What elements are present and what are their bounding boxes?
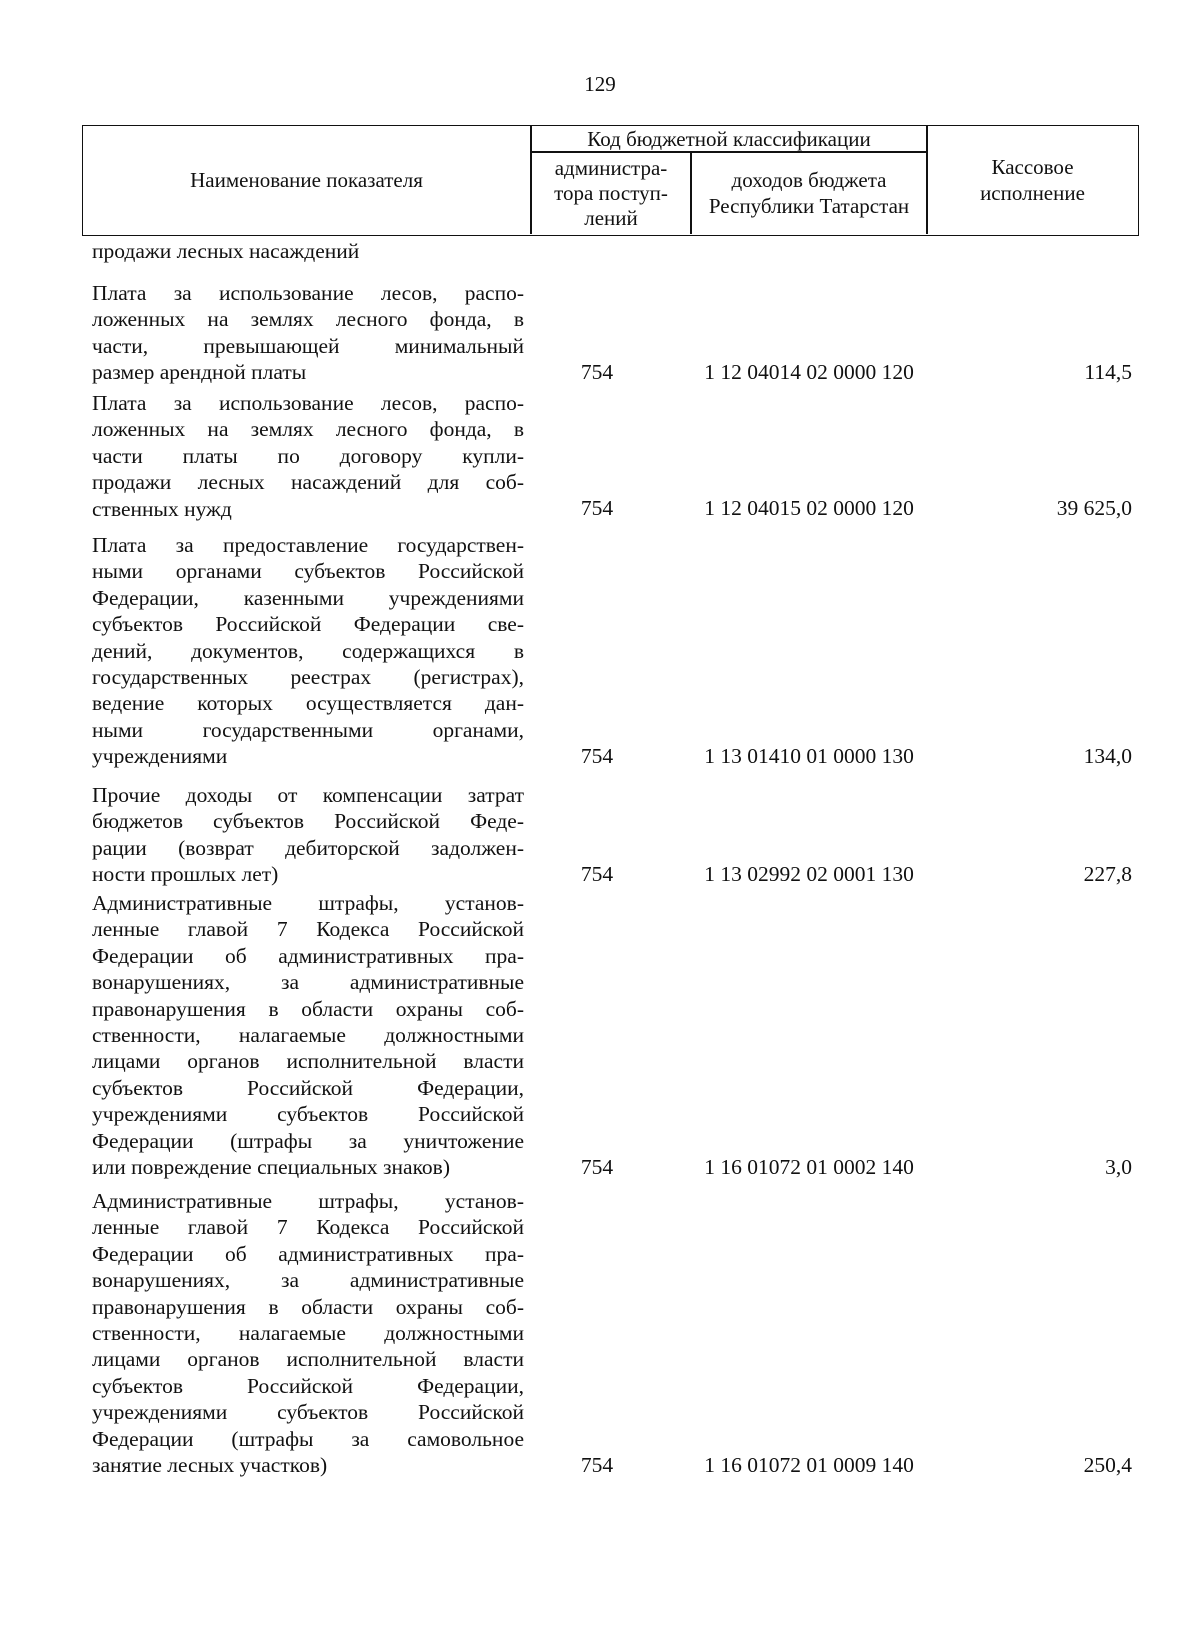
header-cash-line: Кассовое bbox=[991, 155, 1074, 179]
row-amount: 227,8 bbox=[1083, 862, 1132, 886]
row-income-code: 1 13 02992 02 0001 130 bbox=[704, 862, 914, 886]
desc-line: правонарушения в области охраны соб- bbox=[92, 996, 524, 1021]
desc-line: бюджетов субъектов Российской Феде- bbox=[92, 809, 524, 834]
header-income bbox=[692, 152, 926, 234]
row-income-code: 1 12 04015 02 0000 120 bbox=[704, 496, 914, 520]
desc-line: ственности, налагаемые должностными bbox=[92, 1321, 524, 1346]
header-cash-line: исполнение bbox=[980, 181, 1085, 205]
desc-line: вонарушениях, за административные bbox=[92, 1268, 524, 1293]
header-cash bbox=[928, 126, 1137, 234]
row-admin-code: 754 bbox=[580, 360, 614, 384]
desc-line: рации (возврат дебиторской задолжен- bbox=[92, 835, 524, 860]
row-description bbox=[92, 890, 524, 1180]
header-income-line: доходов бюджета bbox=[731, 168, 887, 192]
row-income-code: 1 16 01072 01 0009 140 bbox=[704, 1453, 914, 1477]
desc-line: субъектов Российской Федерации, bbox=[92, 1373, 524, 1398]
header-admin-line: лений bbox=[584, 205, 638, 230]
desc-line: ложенных на землях лесного фонда, в bbox=[92, 417, 524, 442]
desc-line: Федерации об административных пра- bbox=[92, 943, 524, 968]
header-admin-line: администра- bbox=[554, 155, 668, 180]
desc-line: лицами органов исполнительной власти bbox=[92, 1049, 524, 1074]
desc-line: ленные главой 7 Кодекса Российской bbox=[92, 917, 524, 942]
desc-line: продажи лесных насаждений для соб- bbox=[92, 470, 524, 495]
row-admin-code: 754 bbox=[580, 1155, 614, 1179]
desc-line: Федерации (штрафы за самовольное bbox=[92, 1426, 524, 1451]
row-income-code: 1 13 01410 01 0000 130 bbox=[704, 744, 914, 768]
desc-line: ности прошлых лет) bbox=[92, 862, 279, 887]
desc-line: ственных нужд bbox=[92, 496, 232, 521]
desc-line: Плата за предоставление государствен- bbox=[92, 533, 524, 557]
desc-line: части, превышающей минимальный bbox=[92, 333, 524, 358]
table-header bbox=[82, 125, 1139, 236]
desc-line: Административные штрафы, установ- bbox=[92, 1189, 524, 1213]
desc-line: правонарушения в области охраны соб- bbox=[92, 1294, 524, 1319]
page-number: 129 bbox=[584, 72, 616, 96]
row-admin-code: 754 bbox=[580, 744, 614, 768]
desc-line: размер арендной платы bbox=[92, 360, 307, 385]
row-amount: 39 625,0 bbox=[1056, 496, 1132, 520]
header-admin bbox=[532, 152, 690, 234]
desc-line: Плата за использование лесов, распо- bbox=[92, 281, 524, 305]
row-admin-code: 754 bbox=[580, 862, 614, 886]
desc-line: учреждениями bbox=[92, 744, 228, 769]
row-amount: 134,0 bbox=[1083, 744, 1132, 768]
row-description bbox=[92, 1188, 524, 1478]
continuation-text: продажи лесных насаждений bbox=[92, 239, 360, 263]
desc-line: ленные главой 7 Кодекса Российской bbox=[92, 1215, 524, 1240]
desc-line: ведение которых осуществляется дан- bbox=[92, 691, 524, 716]
desc-line: части платы по договору купли- bbox=[92, 443, 524, 468]
desc-line: Прочие доходы от компенсации затрат bbox=[92, 783, 524, 807]
desc-line: субъектов Российской Федерации све- bbox=[92, 612, 524, 637]
desc-line: ственности, налагаемые должностными bbox=[92, 1023, 524, 1048]
header-admin-line: тора поступ- bbox=[554, 180, 668, 205]
desc-line: Плата за использование лесов, распо- bbox=[92, 391, 524, 415]
desc-line: ными органами субъектов Российской bbox=[92, 559, 524, 584]
row-income-code: 1 16 01072 01 0002 140 bbox=[704, 1155, 914, 1179]
desc-line: вонарушениях, за административные bbox=[92, 970, 524, 995]
desc-line: учреждениями субъектов Российской bbox=[92, 1400, 524, 1425]
row-amount: 114,5 bbox=[1084, 360, 1132, 384]
header-income-line: Республики Татарстан bbox=[708, 194, 910, 218]
desc-line: Федерации об административных пра- bbox=[92, 1241, 524, 1266]
header-name: Наименование показателя bbox=[190, 168, 423, 192]
row-admin-code: 754 bbox=[580, 1453, 614, 1477]
row-description bbox=[92, 280, 524, 386]
desc-line: учреждениями субъектов Российской bbox=[92, 1102, 524, 1127]
desc-line: ложенных на землях лесного фонда, в bbox=[92, 307, 524, 332]
row-income-code: 1 12 04014 02 0000 120 bbox=[704, 360, 914, 384]
header-code-group: Код бюджетной классификации bbox=[587, 126, 871, 151]
desc-line: субъектов Российской Федерации, bbox=[92, 1075, 524, 1100]
row-amount: 3,0 bbox=[1105, 1155, 1132, 1179]
desc-line: занятие лесных участков) bbox=[92, 1453, 328, 1478]
desc-line: государственных реестрах (регистрах), bbox=[92, 665, 524, 690]
desc-line: Административные штрафы, установ- bbox=[92, 891, 524, 915]
desc-line: Федерации (штрафы за уничтожение bbox=[92, 1128, 524, 1153]
desc-line: Федерации, казенными учреждениями bbox=[92, 585, 524, 610]
desc-line: дений, документов, содержащихся в bbox=[92, 638, 524, 663]
row-amount: 250,4 bbox=[1083, 1453, 1132, 1477]
row-description bbox=[92, 390, 524, 522]
row-admin-code: 754 bbox=[580, 496, 614, 520]
desc-line: лицами органов исполнительной власти bbox=[92, 1347, 524, 1372]
desc-line: или повреждение специальных знаков) bbox=[92, 1155, 450, 1180]
row-description bbox=[92, 782, 524, 888]
desc-line: ными государственными органами, bbox=[92, 717, 524, 742]
row-description bbox=[92, 532, 524, 770]
